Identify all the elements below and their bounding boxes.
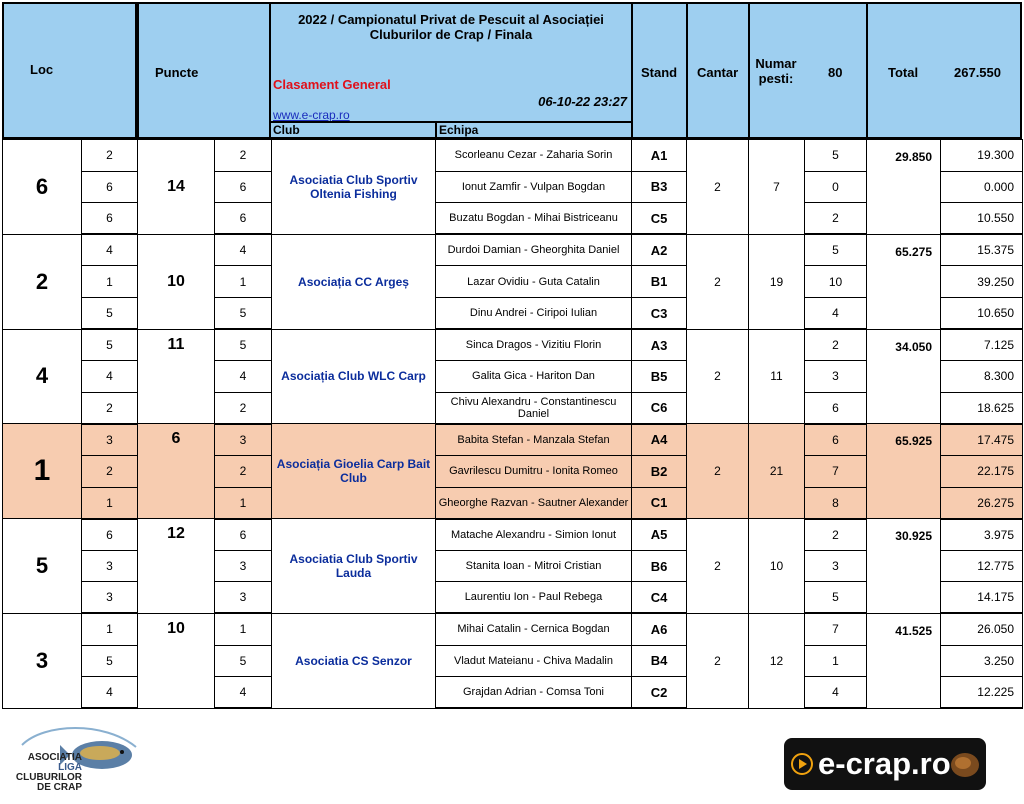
stand-cell: C2 (632, 677, 687, 709)
team-name: Stanita Ioan - Mitroi Cristian (436, 550, 632, 582)
team-name: Scorleanu Cezar - Zaharia Sorin (436, 140, 632, 172)
stand-cell: C1 (632, 487, 687, 519)
team-name: Galita Gica - Hariton Dan (436, 361, 632, 393)
place-cell: 4 (215, 361, 272, 393)
fish-cell: 2 (805, 203, 867, 235)
fish-count-cell: 19 (749, 234, 805, 329)
team-total-cell: 41.525 (867, 613, 941, 708)
place-cell: 3 (215, 582, 272, 614)
stand-cell: A5 (632, 519, 687, 551)
fish-cell: 5 (805, 140, 867, 172)
club-name: Asociatia CS Senzor (272, 613, 436, 708)
website-link[interactable]: www.e-crap.ro (273, 108, 350, 122)
team-name: Durdoi Damian - Gheorghita Daniel (436, 234, 632, 266)
fish-cell: 5 (805, 582, 867, 614)
team-name: Buzatu Bogdan - Mihai Bistriceanu (436, 203, 632, 235)
fish-cell: 0 (805, 171, 867, 203)
header-numar-pesti: Numar pesti: (755, 56, 797, 86)
place-cell: 3 (82, 582, 138, 614)
place-cell: 3 (82, 550, 138, 582)
place-cell: 1 (215, 266, 272, 298)
cantar-cell: 2 (687, 613, 749, 708)
team-total-cell: 29.850 (867, 140, 941, 235)
place-cell: 3 (215, 550, 272, 582)
header-cantar-cell (686, 2, 750, 139)
club-name: Asociația CC Argeș (272, 234, 436, 329)
team-name: Vladut Mateianu - Chiva Madalin (436, 645, 632, 677)
team-total-cell: 30.925 (867, 519, 941, 614)
stand-cell: A1 (632, 140, 687, 172)
header-puncte: Puncte (155, 65, 199, 80)
place-cell: 4 (82, 677, 138, 709)
place-cell: 1 (215, 613, 272, 645)
team-name: Mihai Catalin - Cernica Bogdan (436, 613, 632, 645)
place-cell: 2 (82, 455, 138, 487)
place-cell: 1 (82, 613, 138, 645)
team-name: Grajdan Adrian - Comsa Toni (436, 677, 632, 709)
team-total-cell: 65.275 (867, 234, 941, 329)
fish-count-cell: 21 (749, 424, 805, 519)
fish-count-cell: 7 (749, 140, 805, 235)
team-name: Lazar Ovidiu - Guta Catalin (436, 266, 632, 298)
header-title-cell (269, 2, 633, 139)
loc-cell: 1 (3, 424, 82, 519)
place-cell: 1 (215, 487, 272, 519)
team-name: Ionut Zamfir - Vulpan Bogdan (436, 171, 632, 203)
e-crap-logo (784, 738, 986, 790)
place-cell: 5 (82, 645, 138, 677)
fish-cell: 4 (805, 297, 867, 329)
stand-cell: B3 (632, 171, 687, 203)
club-name: Asociatia Club Sportiv Lauda (272, 519, 436, 614)
fish-count-cell: 10 (749, 519, 805, 614)
place-cell: 2 (215, 140, 272, 172)
weight-cell: 17.475 (941, 424, 1023, 456)
place-cell: 6 (215, 171, 272, 203)
page-title (271, 12, 631, 42)
weight-cell: 14.175 (941, 582, 1023, 614)
team-name: Gheorghe Razvan - Sautner Alexander (436, 487, 632, 519)
clasament-general: Clasament General (273, 77, 391, 92)
place-cell: 6 (215, 519, 272, 551)
fish-cell: 2 (805, 329, 867, 361)
title-line-1: 2022 / Campionatul Privat de Pescuit al Asociației (298, 12, 604, 27)
team-total-cell: 65.925 (867, 424, 941, 519)
place-cell: 6 (82, 203, 138, 235)
table-row (3, 234, 1023, 266)
stand-cell: A2 (632, 234, 687, 266)
team-name: Sinca Dragos - Vizitiu Florin (436, 329, 632, 361)
loc-cell: 4 (3, 329, 82, 424)
fish-cell: 7 (805, 613, 867, 645)
cantar-cell: 2 (687, 234, 749, 329)
weight-cell: 26.050 (941, 613, 1023, 645)
place-cell: 5 (215, 329, 272, 361)
e-crap-logo-text: e-crap.ro (818, 746, 951, 781)
cantar-cell: 2 (687, 424, 749, 519)
fish-cell: 7 (805, 455, 867, 487)
team-name: Babita Stefan - Manzala Stefan (436, 424, 632, 456)
numar-pesti-total: 80 (828, 65, 843, 80)
place-cell: 2 (82, 392, 138, 424)
place-cell: 2 (215, 392, 272, 424)
place-cell: 1 (82, 266, 138, 298)
header-loc-cell (2, 2, 137, 139)
stand-cell: C5 (632, 203, 687, 235)
loc-cell: 2 (3, 234, 82, 329)
fish-cell: 6 (805, 424, 867, 456)
header-loc: Loc (30, 62, 54, 77)
weight-cell: 15.375 (941, 234, 1023, 266)
weight-cell: 10.550 (941, 203, 1023, 235)
fish-cell: 8 (805, 487, 867, 519)
fish-cell: 6 (805, 392, 867, 424)
place-cell: 2 (82, 140, 138, 172)
header-total: Total (888, 65, 919, 80)
weight-cell: 3.250 (941, 645, 1023, 677)
cantar-cell: 2 (687, 329, 749, 424)
place-cell: 6 (82, 171, 138, 203)
table-row (3, 424, 1023, 456)
fish-cell: 5 (805, 234, 867, 266)
table-row (3, 329, 1023, 361)
stand-cell: A4 (632, 424, 687, 456)
place-cell: 5 (215, 645, 272, 677)
place-cell: 5 (215, 297, 272, 329)
stand-cell: B5 (632, 361, 687, 393)
stand-cell: A6 (632, 613, 687, 645)
stand-cell: C4 (632, 582, 687, 614)
weight-cell: 3.975 (941, 519, 1023, 551)
cantar-cell: 2 (687, 519, 749, 614)
weight-cell: 0.000 (941, 171, 1023, 203)
puncte-cell: 6 (138, 424, 215, 519)
fish-cell: 10 (805, 266, 867, 298)
team-name: Chivu Alexandru - Constantinescu Daniel (436, 392, 632, 424)
team-name: Matache Alexandru - Simion Ionut (436, 519, 632, 551)
fish-cell: 3 (805, 550, 867, 582)
weight-cell: 19.300 (941, 140, 1023, 172)
place-cell: 4 (215, 234, 272, 266)
puncte-cell: 10 (138, 234, 215, 329)
place-cell: 3 (215, 424, 272, 456)
weight-cell: 12.225 (941, 677, 1023, 709)
weight-cell: 12.775 (941, 550, 1023, 582)
stand-cell: B2 (632, 455, 687, 487)
datetime: 06-10-22 23:27 (538, 94, 627, 109)
table-row (3, 519, 1023, 551)
grand-total: 267.550 (954, 65, 1001, 80)
header-puncte-cell (137, 2, 271, 139)
puncte-cell: 14 (138, 140, 215, 235)
team-name: Laurentiu Ion - Paul Rebega (436, 582, 632, 614)
loc-cell: 5 (3, 519, 82, 614)
weight-cell: 39.250 (941, 266, 1023, 298)
cantar-cell: 2 (687, 140, 749, 235)
puncte-cell: 12 (138, 519, 215, 614)
club-name: Asociatia Club Sportiv Oltenia Fishing (272, 140, 436, 235)
stand-cell: C6 (632, 392, 687, 424)
header-total-cell (866, 2, 1022, 139)
club-name: Asociația Gioelia Carp Bait Club (272, 424, 436, 519)
weight-cell: 7.125 (941, 329, 1023, 361)
fish-cell: 1 (805, 645, 867, 677)
place-cell: 5 (82, 329, 138, 361)
header-stand: Stand (641, 65, 678, 80)
place-cell: 6 (215, 203, 272, 235)
stand-cell: B4 (632, 645, 687, 677)
table-row (3, 140, 1023, 172)
place-cell: 4 (215, 677, 272, 709)
stand-cell: C3 (632, 297, 687, 329)
play-icon (790, 752, 814, 776)
club-echipa-divider (435, 123, 437, 139)
header-echipa: Echipa (439, 123, 479, 137)
fish-cell: 3 (805, 361, 867, 393)
puncte-cell: 10 (138, 613, 215, 708)
place-cell: 6 (82, 519, 138, 551)
team-name: Dinu Andrei - Ciripoi Iulian (436, 297, 632, 329)
stand-cell: B1 (632, 266, 687, 298)
carp-icon (948, 747, 982, 781)
stand-cell: A3 (632, 329, 687, 361)
team-total-cell: 34.050 (867, 329, 941, 424)
loc-cell: 3 (3, 613, 82, 708)
weight-cell: 22.175 (941, 455, 1023, 487)
fish-cell: 4 (805, 677, 867, 709)
team-name: Gavrilescu Dumitru - Ionita Romeo (436, 455, 632, 487)
table-row (3, 613, 1023, 645)
place-cell: 5 (82, 297, 138, 329)
club-name: Asociația Club WLC Carp (272, 329, 436, 424)
fish-cell: 2 (805, 519, 867, 551)
weight-cell: 26.275 (941, 487, 1023, 519)
stand-cell: B6 (632, 550, 687, 582)
loc-cell: 6 (3, 140, 82, 235)
fish-count-cell: 12 (749, 613, 805, 708)
liga-cluburilor-logo (4, 725, 144, 799)
header-club: Club (273, 123, 300, 137)
weight-cell: 10.650 (941, 297, 1023, 329)
club-echipa-row (271, 121, 631, 139)
header-stand-cell (631, 2, 688, 139)
fish-count-cell: 11 (749, 329, 805, 424)
title-line-2: Cluburilor de Crap / Finala (369, 27, 533, 42)
header-numar-pesti-cell (748, 2, 868, 139)
results-table (2, 139, 1023, 709)
header-cantar: Cantar (697, 65, 739, 80)
place-cell: 2 (215, 455, 272, 487)
weight-cell: 8.300 (941, 361, 1023, 393)
weight-cell: 18.625 (941, 392, 1023, 424)
place-cell: 4 (82, 234, 138, 266)
place-cell: 1 (82, 487, 138, 519)
place-cell: 4 (82, 361, 138, 393)
puncte-cell: 11 (138, 329, 215, 424)
place-cell: 3 (82, 424, 138, 456)
liga-logo-text: ASOCIATIA LIGA CLUBURILOR DE CRAP (15, 752, 82, 793)
